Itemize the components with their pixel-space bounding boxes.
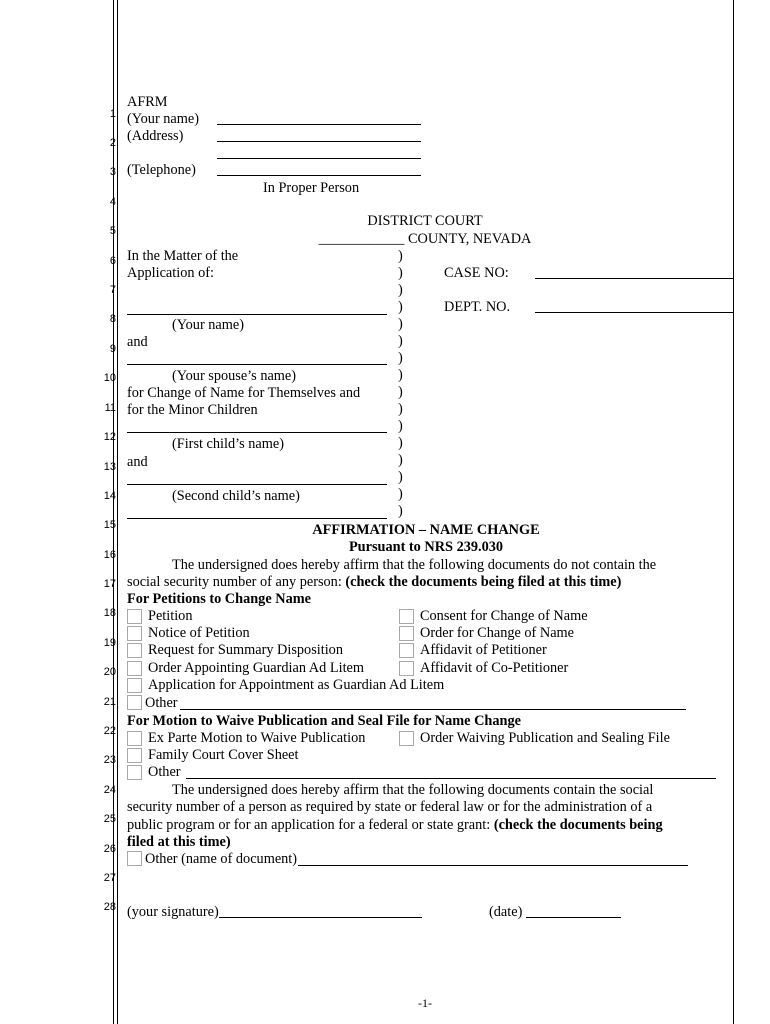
paren: ) [398,384,403,400]
other-document-label: Other (name of document) [145,851,298,867]
line-number: 24 [103,784,116,796]
line-number: 3 [109,166,116,178]
change-line1: for Change of Name for Themselves and [127,385,361,401]
summary-label: Request for Summary Disposition [148,642,343,658]
other-petition-checkbox[interactable] [127,695,142,710]
family-court-label: Family Court Cover Sheet [148,747,299,763]
address-label: (Address) [127,128,184,144]
para2-line2: security number of a person as required by state or federal law or for the administration of a [127,799,653,815]
para2-line4: filed at this time) [127,834,231,850]
telephone-field[interactable] [217,175,421,176]
line-number: 7 [109,284,116,296]
line-number: 19 [103,637,116,649]
paren: ) [398,299,403,315]
summary-checkbox[interactable] [127,643,142,658]
consent-checkbox[interactable] [399,609,414,624]
notice-checkbox[interactable] [127,626,142,641]
line-number: 13 [103,461,116,473]
case-no-field[interactable] [535,278,733,279]
para2-text: public program or for an application for a federal or state grant: [127,817,491,833]
guardian-label: Order Appointing Guardian Ad Litem [148,660,365,676]
family-court-checkbox[interactable] [127,748,142,763]
spouse-name-line[interactable] [127,364,387,365]
form-code: AFRM [127,94,168,110]
document-title: AFFIRMATION – NAME CHANGE [312,522,540,538]
line-number: 20 [103,666,116,678]
signature-field[interactable] [219,917,422,918]
paren: ) [398,503,403,519]
para1-line2 [127,574,621,591]
paren: ) [398,350,403,366]
paren: ) [398,469,403,485]
address-field-line2[interactable] [217,158,421,159]
other-motion-label: Other [148,764,181,780]
line-number: 9 [109,343,116,355]
paren: ) [398,401,403,417]
right-margin-rule [733,0,734,1024]
matter-line2: Application of: [127,265,214,281]
petition-checkbox[interactable] [127,609,142,624]
paren: ) [398,452,403,468]
first-child-line[interactable] [127,432,387,433]
paren: ) [398,435,403,451]
paren: ) [398,248,403,264]
application-checkbox[interactable] [127,678,142,693]
date-label: (date) [489,904,523,920]
line-number: 16 [103,549,116,561]
line-number: 12 [103,431,116,443]
paren: ) [398,367,403,383]
motion-heading: For Motion to Waive Publication and Seal File for Name Change [127,713,521,729]
line-number: 25 [103,813,116,825]
ex-parte-checkbox[interactable] [127,731,142,746]
other-document-field[interactable] [298,865,688,866]
and-label: and [127,334,148,350]
order-label: Order for Change of Name [420,625,575,641]
other-petition-field[interactable] [180,709,686,710]
line-number: 6 [109,255,116,267]
change-line2: for the Minor Children [127,402,258,418]
caption-bottom-line [127,518,387,519]
para2-instruction: (check the documents being [493,817,663,833]
line-number: 8 [109,313,116,325]
line-number: 4 [109,196,116,208]
para1-line1: The undersigned does hereby affirm that the following documents do not contain the [172,557,657,573]
paren: ) [398,265,403,281]
and-label: and [127,454,148,470]
para2-line3 [127,817,663,834]
document-subtitle: Pursuant to NRS 239.030 [348,539,504,555]
line-number: 21 [103,696,116,708]
line-number: 10 [103,372,116,384]
line-number: 11 [104,402,116,414]
your-name-field[interactable] [217,124,421,125]
para1-instruction: (check the documents being filed at this time) [345,574,622,590]
court-name: DISTRICT COURT [367,213,483,229]
case-no-label: CASE NO: [444,265,509,281]
second-child-caption: (Second child’s name) [172,488,300,504]
line-number: 17 [103,578,116,590]
spouse-name-caption: (Your spouse’s name) [172,368,297,384]
notice-label: Notice of Petition [148,625,250,641]
other-motion-field[interactable] [186,778,716,779]
line-number: 23 [103,754,116,766]
dept-no-field[interactable] [535,312,733,313]
line-number: 2 [109,137,116,149]
date-field[interactable] [526,917,621,918]
line-number: 18 [103,607,116,619]
petition-label: Petition [148,608,193,624]
paren: ) [398,418,403,434]
order-waiving-checkbox[interactable] [399,731,414,746]
telephone-label: (Telephone) [127,162,196,178]
paren: ) [398,486,403,502]
matter-line1: In the Matter of the [127,248,239,264]
affidavit-petitioner-checkbox[interactable] [399,643,414,658]
dept-no-label: DEPT. NO. [444,299,511,315]
line-number: 14 [103,490,116,502]
application-label: Application for Appointment as Guardian Ad Litem [148,677,445,693]
proper-person-label: In Proper Person [263,180,360,196]
para2-line1: The undersigned does hereby affirm that the following documents contain the social [172,782,654,798]
other-document-checkbox[interactable] [127,851,142,866]
other-motion-checkbox[interactable] [127,765,142,780]
signature-label: (your signature) [127,904,219,920]
line-number: 28 [103,901,116,913]
paren: ) [398,333,403,349]
line-number: 1 [109,108,116,120]
your-name-label: (Your name) [127,111,200,127]
affidavit-copetitioner-checkbox[interactable] [399,661,414,676]
line-number: 5 [109,225,116,237]
consent-label: Consent for Change of Name [420,608,588,624]
first-child-caption: (First child’s name) [172,436,284,452]
line-number: 22 [103,725,116,737]
other-petition-label: Other [145,695,178,711]
order-checkbox[interactable] [399,626,414,641]
your-name-caption: (Your name) [172,317,245,333]
paren: ) [398,316,403,332]
line-number: 27 [103,872,116,884]
page-number: -1- [418,996,432,1010]
line-number: 26 [103,843,116,855]
paren: ) [398,282,403,298]
order-waiving-label: Order Waiving Publication and Sealing File [420,730,670,746]
applicant-name-line[interactable] [127,314,387,315]
para1-text: social security number of any person: [127,574,342,590]
ex-parte-label: Ex Parte Motion to Waive Publication [148,730,366,746]
line-number: 15 [103,519,116,531]
left-margin-rule [117,0,118,1024]
court-county: ____________ COUNTY, NEVADA [318,231,532,247]
affidavit-petitioner-label: Affidavit of Petitioner [420,642,547,658]
second-child-line[interactable] [127,484,387,485]
petitions-heading: For Petitions to Change Name [127,591,311,607]
guardian-checkbox[interactable] [127,661,142,676]
affidavit-copetitioner-label: Affidavit of Co-Petitioner [420,660,569,676]
address-field[interactable] [217,141,421,142]
